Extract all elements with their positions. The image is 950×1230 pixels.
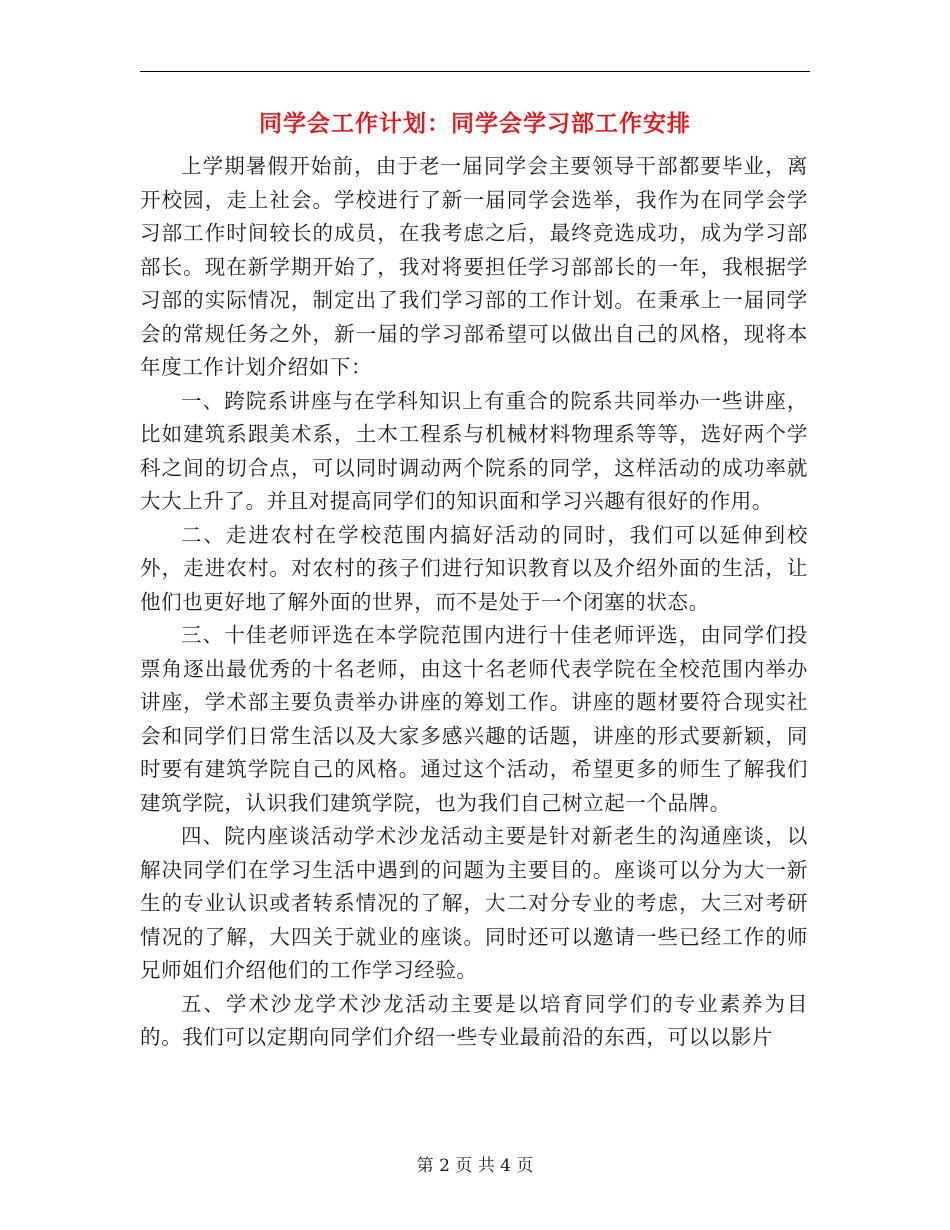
document-body (140, 150, 808, 1055)
page-number: 第 2 页 共 4 页 (416, 1156, 534, 1176)
paragraph-item-3: 三、十佳老师评选在本学院范围内进行十佳老师评选，由同学们投票角逐出最优秀的十名老师，由这十名老师代表学院在全校范围内举办讲座，学术部主要负责举办讲座的筹划工作。讲座的题材要符合现实社会和同学们日常生活以及大家多感兴趣的话题，讲座的形式要新颖，同时要有建筑学院自己的风格。通过这个活动，希望更多的师生了解我们建筑学院，认识我们建筑学院，也为我们自己树立起一个品牌。 (140, 623, 808, 815)
document-title: 同学会工作计划：同学会学习部工作安排 (259, 111, 691, 137)
paragraph-item-1: 一、跨院系讲座与在学科知识上有重合的院系共同举办一些讲座，比如建筑系跟美术系，土木工程系与机械材料物理系等等，选好两个学科之间的切合点，可以同时调动两个院系的同学，这样活动的成功率就大大上升了。并且对提高同学们的知识面和学习兴趣有很好的作用。 (140, 388, 808, 513)
paragraph-item-2: 二、走进农村在学校范围内搞好活动的同时，我们可以延伸到校外，走进农村。对农村的孩子们进行知识教育以及介绍外面的生活，让他们也更好地了解外面的世界，而不是处于一个闭塞的状态。 (140, 522, 808, 614)
paragraph-item-4: 四、院内座谈活动学术沙龙活动主要是针对新老生的沟通座谈，以解决同学们在学习生活中遇到的问题为主要目的。座谈可以分为大一新生的专业认识或者转系情况的了解，大二对分专业的考虑，大三对考研情况的了解，大四关于就业的座谈。同时还可以邀请一些已经工作的师兄师姐们介绍他们的工作学习经验。 (140, 824, 808, 982)
header-rule (140, 71, 810, 72)
paragraph-item-5: 五、学术沙龙学术沙龙活动主要是以培育同学们的专业素养为目的。我们可以定期向同学们介绍一些专业最前沿的东西，可以以影片 (140, 991, 808, 1049)
paragraph-intro: 上学期暑假开始前，由于老一届同学会主要领导干部都要毕业，离开校园，走上社会。学校进行了新一届同学会选举，我作为在同学会学习部工作时间较长的成员，在我考虑之后，最终竞选成功，成为学习部部长。现在新学期开始了，我对将要担任学习部部长的一年，我根据学习部的实际情况，制定出了我们学习部的工作计划。在秉承上一届同学会的常规任务之外，新一届的学习部希望可以做出自己的风格，现将本年度工作计划介绍如下： (140, 154, 808, 379)
